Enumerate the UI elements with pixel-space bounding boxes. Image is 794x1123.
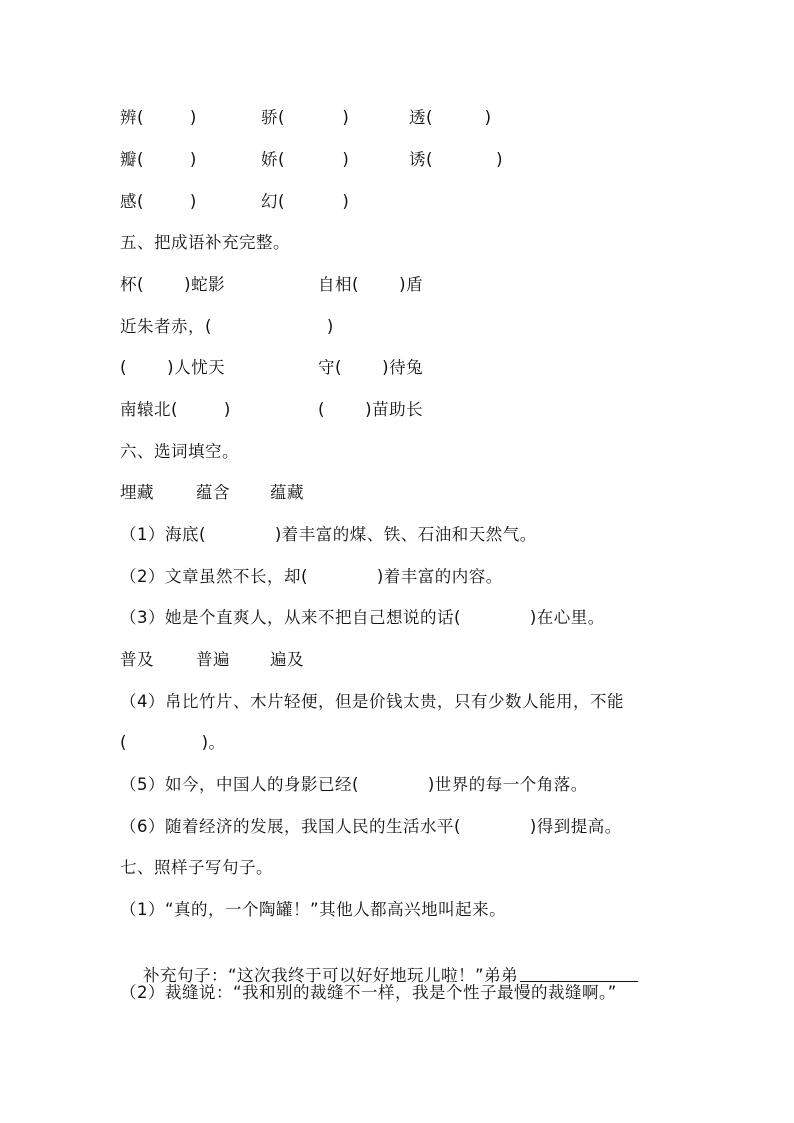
char-row-3 <box>120 190 350 214</box>
idiom-blank[interactable]: 近朱者赤，( ) <box>120 317 334 336</box>
fill-item-4-line-2[interactable]: ( )。 <box>120 733 226 752</box>
char-row-1 <box>120 106 492 130</box>
fill-item-5[interactable]: （5）如今，中国人的身影已经( )世界的每一个角落。 <box>120 775 588 794</box>
fill-sentence-prompt: 补充句子：“这次我终于可以好好地玩儿啦！”弟弟 <box>142 966 519 985</box>
char-blank[interactable]: 瓣( ) <box>120 150 197 169</box>
fill-item-2[interactable]: （2）文章虽然不长，却( )着丰富的内容。 <box>120 567 503 586</box>
section-6-heading: 六、选词填空。 <box>120 442 239 461</box>
example-sentence-1: （1）“真的，一个陶罐！”其他人都高兴地叫起来。 <box>120 900 507 919</box>
fill-item-3[interactable]: （3）她是个直爽人，从来不把自己想说的话( )在心里。 <box>120 608 605 627</box>
char-row-2 <box>120 148 504 172</box>
fill-item-6[interactable]: （6）随着经济的发展，我国人民的生活水平( )得到提高。 <box>120 817 622 836</box>
word-choices-2 <box>120 648 304 672</box>
idiom-blank[interactable]: ( )苗助长 <box>318 400 424 419</box>
idiom-row-4 <box>120 398 424 422</box>
section-5-heading: 五、把成语补充完整。 <box>120 233 290 252</box>
word-choice: 遍及 <box>270 650 304 669</box>
idiom-row-3 <box>120 356 424 380</box>
fill-item-4-line-1: （4）帛比竹片、木片轻便，但是价钱太贵，只有少数人能用，不能 <box>120 692 624 711</box>
idiom-blank[interactable]: 自相( )盾 <box>318 275 424 294</box>
char-blank[interactable]: 骄( ) <box>261 108 350 127</box>
word-choice: 普及 <box>120 650 154 669</box>
example-sentence-2: （2）裁缝说：“我和别的裁缝不一样，我是个性子最慢的裁缝啊。” <box>120 983 617 1002</box>
char-blank[interactable]: 诱( ) <box>409 150 504 169</box>
idiom-row-2 <box>120 315 334 339</box>
fill-sentence-row <box>120 940 638 985</box>
word-choice: 蕴含 <box>196 483 230 502</box>
word-choice: 普遍 <box>196 650 230 669</box>
idiom-blank[interactable]: 守( )待兔 <box>318 358 424 377</box>
idiom-blank[interactable]: ( )人忧天 <box>120 358 226 377</box>
word-choices-1 <box>120 481 304 505</box>
char-blank[interactable]: 娇( ) <box>261 150 350 169</box>
word-choice: 埋藏 <box>120 483 154 502</box>
char-blank[interactable]: 辨( ) <box>120 108 197 127</box>
char-blank[interactable]: 幻( ) <box>261 192 350 211</box>
idiom-blank[interactable]: 南辕北( ) <box>120 400 231 419</box>
fill-item-1[interactable]: （1）海底( )着丰富的煤、铁、石油和天然气。 <box>120 525 537 544</box>
idiom-row-1 <box>120 273 424 297</box>
idiom-blank[interactable]: 杯( )蛇影 <box>120 275 226 294</box>
char-blank[interactable]: 透( ) <box>409 108 492 127</box>
section-7-heading: 七、照样子写句子。 <box>120 858 273 877</box>
char-blank[interactable]: 感( ) <box>120 192 197 211</box>
word-choice: 蕴藏 <box>270 483 304 502</box>
